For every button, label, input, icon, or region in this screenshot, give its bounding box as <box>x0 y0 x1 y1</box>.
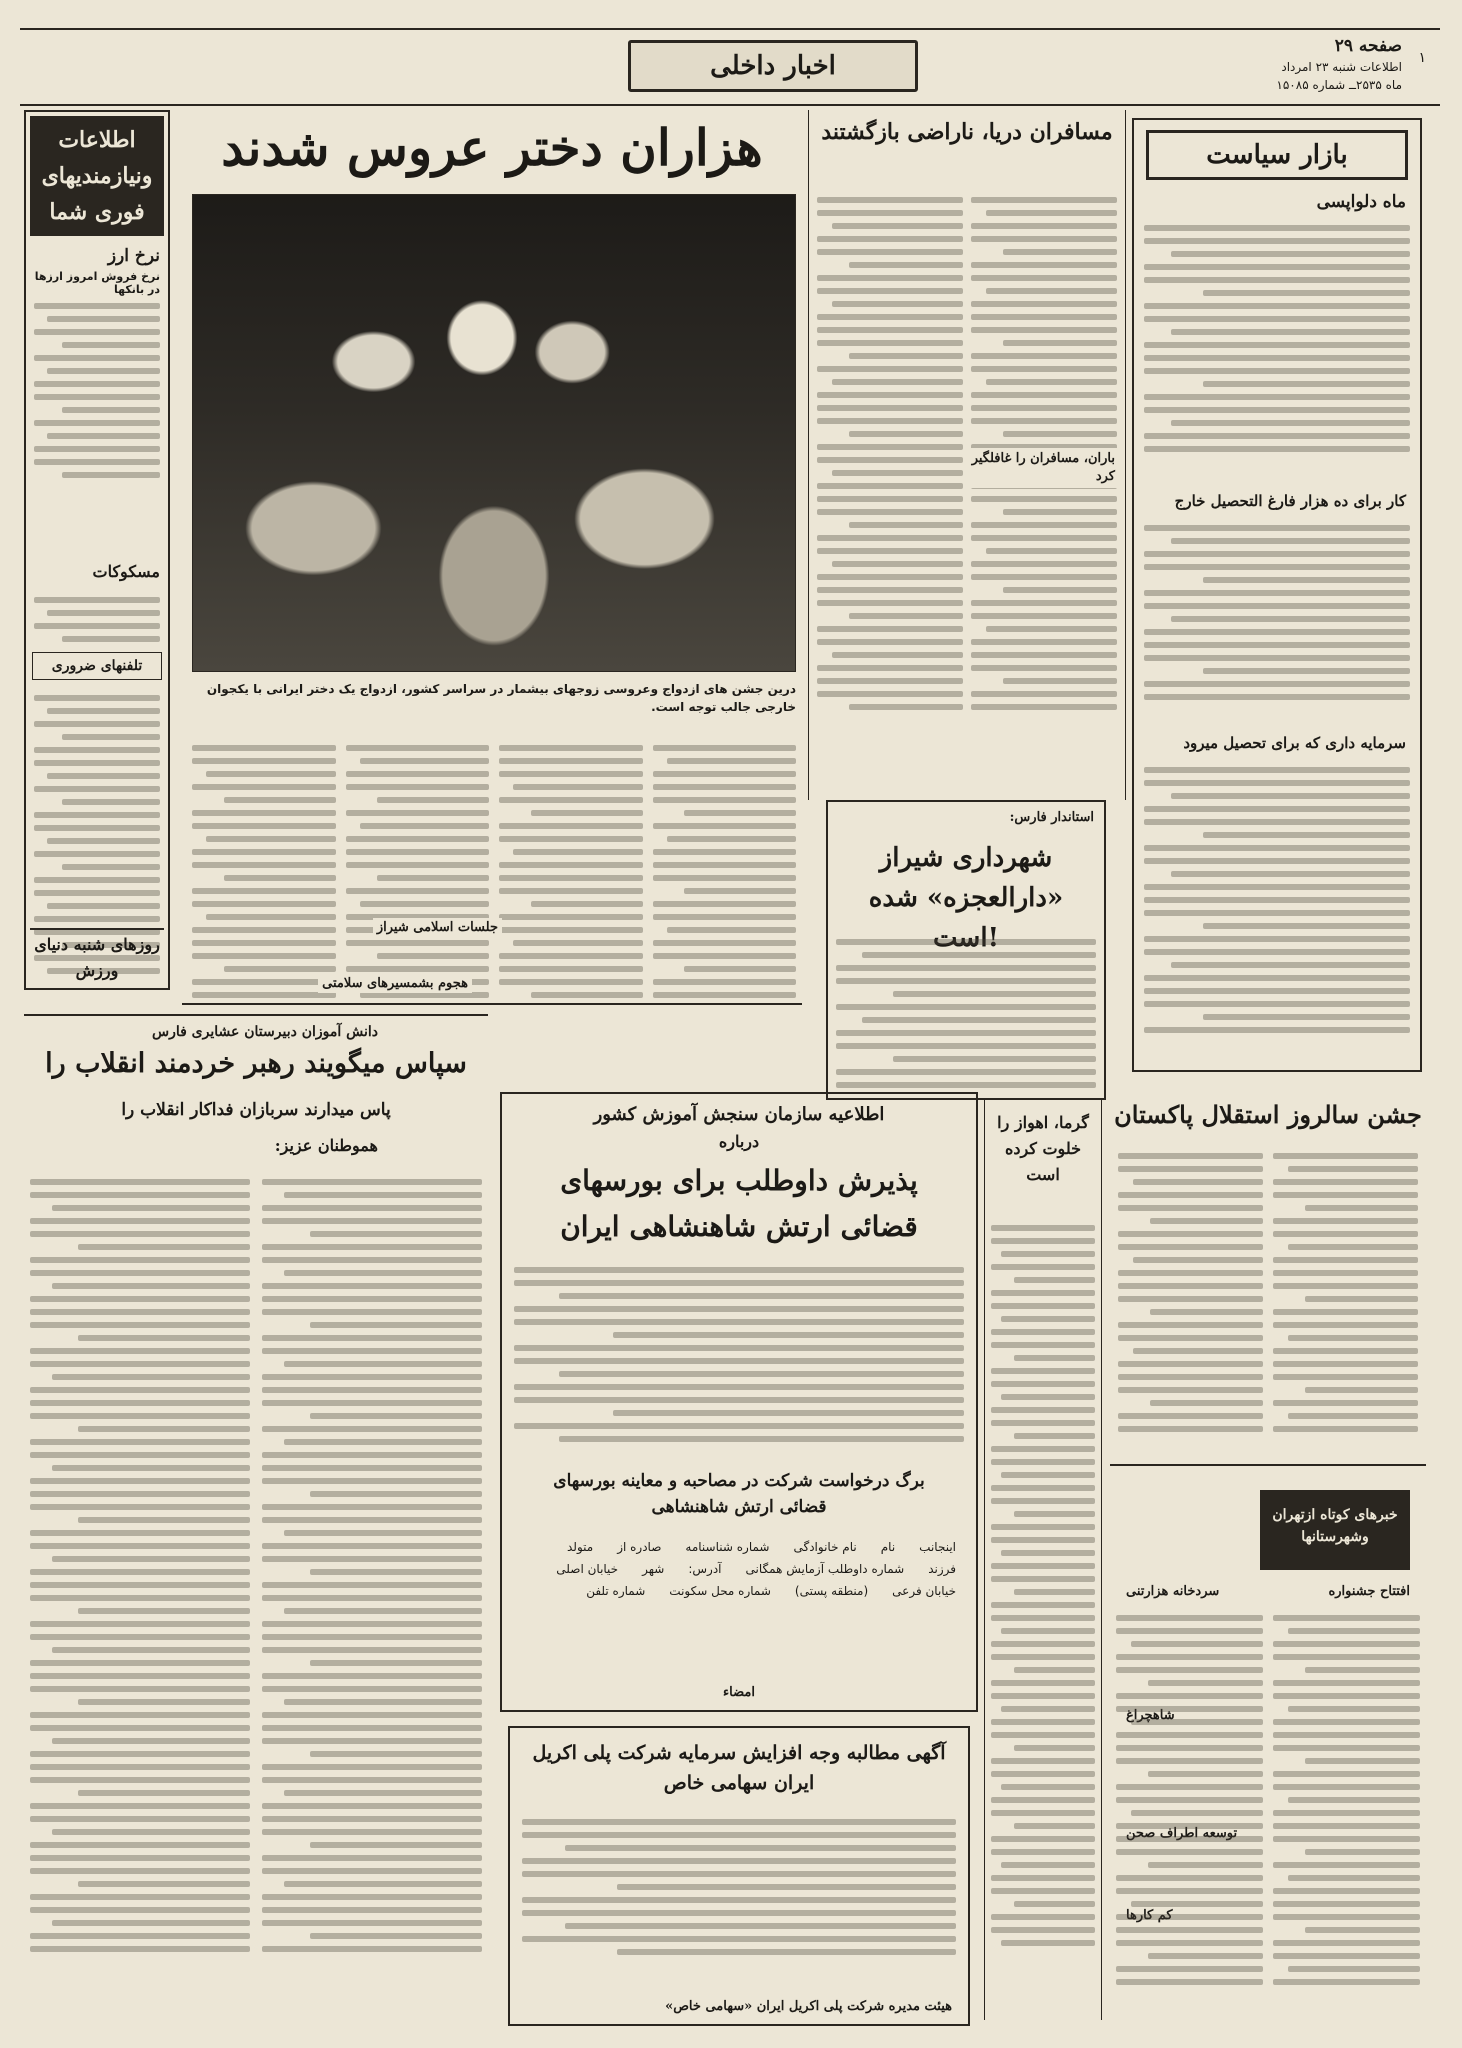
form-field: نام خانوادگی <box>793 1540 857 1554</box>
ads-title: اطلاعات ونیازمندیهای فوری شما <box>30 116 164 236</box>
nomad-headline: سپاس میگویند رهبر خردمند انقلاب را <box>45 1048 467 1079</box>
phones-title: تلفنهای ضروری <box>32 652 162 680</box>
section-title: اخبار داخلی <box>710 51 836 81</box>
pakistan-story <box>1110 1086 1426 1466</box>
company-ad <box>508 1726 970 2026</box>
nomad-kicker: دانش آموزان دبیرستان عشایری فارس <box>152 1024 378 1040</box>
short-news-item-3: شاهچراغ <box>1126 1708 1175 1723</box>
main-story <box>182 110 802 1005</box>
short-news-title: خبرهای کوتاه ازتهران وشهرستانها <box>1260 1490 1410 1570</box>
form-field: صادره از <box>617 1540 662 1554</box>
short-news-item-5: کم کارها <box>1126 1908 1173 1923</box>
short-news-item-4: توسعه اطراف صحن <box>1126 1826 1238 1841</box>
form-field: شهر <box>642 1562 665 1576</box>
form-field: متولد <box>566 1540 594 1554</box>
header-bar <box>20 28 1440 106</box>
section-title-box <box>628 40 918 92</box>
nomad-salutation: هموطنان عزیز: <box>274 1136 378 1155</box>
police-heading: هجوم بشمسیرهای سلامتی <box>318 974 472 993</box>
bazaar-subhead-2: کار برای ده هزار فارغ التحصیل خارج <box>1174 492 1406 510</box>
travelers-headline: مسافران دریا، ناراضی بازگشتند <box>821 119 1113 145</box>
exam-line-2: درباره <box>718 1132 760 1151</box>
main-headline: هزاران دختر عروس شدند <box>221 118 763 177</box>
jashn-heading: جلسات اسلامی شیراز <box>373 918 502 937</box>
exam-form-fields <box>522 1540 956 1690</box>
form-field: خیابان فرعی <box>892 1584 956 1598</box>
travelers-subhead: باران، مسافران را غافلگیر کرد <box>969 448 1117 488</box>
company-headline: آگهی مطالبه وجه افزایش سرمایه شرکت پلی اکریل ایران سهامی خاص <box>532 1742 946 1794</box>
form-field: اینجانب <box>919 1540 956 1554</box>
short-news-item-2: سردخانه هزارتنی <box>1126 1584 1220 1599</box>
form-field: شماره محل سکونت <box>669 1584 771 1598</box>
short-news <box>1110 1476 1426 2024</box>
shiraz-headline: شهرداری شیراز «دارالعجزه» شده است! <box>868 843 1064 953</box>
exam-headline: پذیرش داوطلب برای بورسهای قضائی ارتش شاهنشاهی ایران <box>560 1164 918 1243</box>
currency-subtitle: نرخ فروش امروز ارزها در بانکها <box>34 270 160 296</box>
short-news-item-1: افتتاح جشنواره <box>1328 1584 1410 1599</box>
heat-story <box>984 1100 1102 2020</box>
date-line: اطلاعات شنبه ۲۳ امرداد <box>1281 60 1402 74</box>
currency-title: نرخ ارز <box>107 246 160 266</box>
form-field: آدرس: <box>688 1562 722 1576</box>
company-footer: هیئت مدیره شرکت پلی اکریل ایران «سهامی خاص» <box>665 1999 952 2014</box>
pakistan-headline: جشن سالروز استقلال پاکستان <box>1114 1100 1422 1129</box>
weekend-sports: روزهای شنبه دنیای ورزش <box>30 928 164 984</box>
bazaar-subhead-3: سرمایه داری که برای تحصیل میرود <box>1183 734 1406 752</box>
form-field: شماره شناسنامه <box>685 1540 770 1554</box>
photo-caption: درین جشن های ازدواج وعروسی زوجهای بیشمار در سراسر کشور، ازدواج یک دختر ایرانی با یکجوان خارجی جالب توجه است. <box>206 682 796 714</box>
page-label: صفحه ۲۹ <box>1334 36 1402 56</box>
shiraz-box <box>826 800 1106 1100</box>
page-digit: ۱ <box>1418 50 1426 66</box>
wedding-photo <box>192 194 796 672</box>
nomad-subhead: پاس میدارند سربازان فداکار انقلاب را <box>121 1100 391 1120</box>
heat-headline: گرما، اهواز را خلوت کرده است <box>997 1113 1089 1184</box>
bazaar-title: بازار سیاست <box>1146 130 1408 180</box>
nomad-story <box>24 1014 488 2024</box>
shiraz-kicker: استاندار فارس: <box>1009 810 1094 825</box>
bazaar-subhead: ماه دلواپسی <box>1316 192 1406 212</box>
coins-title: مسکوکات <box>92 562 160 581</box>
form-field: شماره تلفن <box>586 1584 646 1598</box>
ads-column <box>24 110 170 990</box>
exam-form-title: برگ درخواست شرکت در مصاحبه و معاینه بورسهای قضائی ارتش شاهنشاهی <box>553 1471 925 1517</box>
form-field: (منطقه پستی) <box>794 1584 869 1598</box>
exam-notice <box>500 1092 978 1712</box>
bazaar-column <box>1132 118 1422 1072</box>
form-field: خیابان اصلی <box>556 1562 619 1576</box>
travelers-story <box>808 110 1126 800</box>
issue-line: ماه ۲۵۳۵ــ شماره ۱۵۰۸۵ <box>1276 78 1402 92</box>
form-field: نام <box>880 1540 896 1554</box>
exam-sign: امضاء <box>723 1685 755 1700</box>
form-field: شماره داوطلب آزمایش همگانی <box>745 1562 905 1576</box>
form-field: فرزند <box>928 1562 956 1576</box>
exam-line-1: اطلاعیه سازمان سنجش آموزش کشور <box>593 1104 885 1125</box>
